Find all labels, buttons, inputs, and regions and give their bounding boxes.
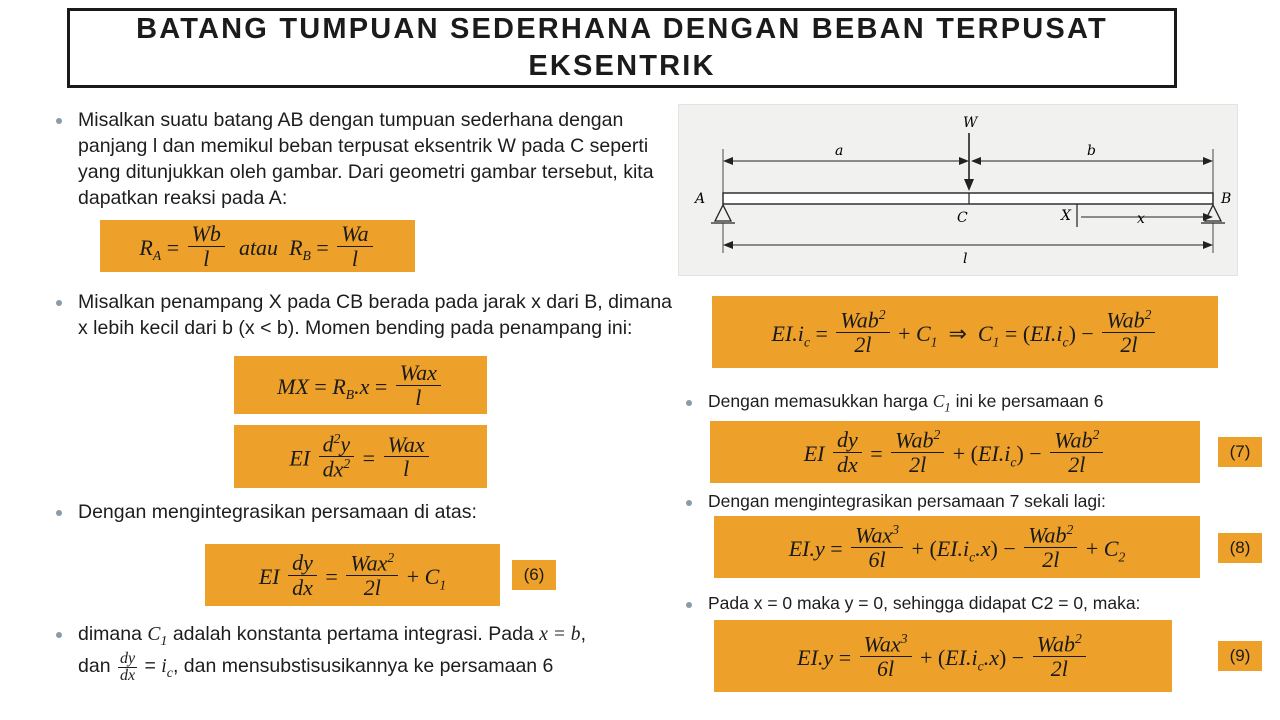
left-bullet-3: Dengan mengintegrasikan persamaan di atas:	[48, 500, 678, 526]
left-bullet-4-text-1: dimana	[78, 623, 148, 645]
left-bullet-4-ic: i	[161, 655, 167, 677]
left-bullet-1: Misalkan suatu batang AB dengan tumpuan sederhana dengan panjang l dan memikul beban terpusat eksentrik W pada C seperti yang ditunjukkan oleh gambar. Dari geometri gambar tersebut, kita dapatkan reaksi pada A:	[48, 108, 663, 212]
formula-eq8-box	[714, 516, 1200, 578]
right-bullet-1-c1: C	[932, 391, 945, 411]
left-bullet-4-text-6: , dan mensubstisusikannya ke persamaan 6	[172, 654, 554, 677]
left-bullet-4-ic-sub: c	[166, 664, 173, 681]
right-bullet-2: Dengan mengintegrasikan persamaan 7 sekali lagi:	[678, 490, 1253, 513]
right-bullet-1-text-1: Dengan memasukkan harga	[708, 391, 933, 411]
diagram-label-b: b	[1087, 143, 1096, 159]
formula-reaction-box	[100, 220, 415, 272]
formula-ic-box	[712, 296, 1218, 368]
diagram-label-l: l	[963, 251, 968, 267]
diagram-label-x: x	[1137, 211, 1145, 227]
formula-ei-d2y-box	[234, 425, 487, 488]
frac-denominator: dx	[119, 667, 136, 685]
formula-moment-box	[234, 356, 487, 414]
left-bullet-4-c1: C	[147, 624, 161, 645]
right-bullet-1-text-2: ini ke persamaan 6	[950, 391, 1104, 411]
formula-ei-dy-box	[205, 544, 500, 606]
formula-eq7-box	[710, 421, 1200, 483]
right-bullet-1-c1-sub: 1	[944, 400, 951, 415]
left-bullet-4-frac	[118, 651, 137, 686]
formula-eq8: EI.y = $\frac{Wax^3}{6l}$ + $(EI.i_c.x)$ − $\frac{Wab^2}{2l}$ + $C_2$	[788, 521, 1126, 572]
equation-number-7: (7)	[1218, 437, 1262, 467]
left-bullet-4-text-4: dan	[78, 654, 116, 677]
page-title: BATANG TUMPUAN SEDERHANA DENGAN BEBAN TERPUSAT EKSENTRIK	[136, 12, 1108, 82]
formula-eq9: EI.y = $\frac{Wax^3}{6l}$ + $(EI.i_c.x)$ − $\frac{Wab^2}{2l}$	[797, 632, 1089, 681]
formula-ei-d2y: EI $\frac{d^2y}{dx^2}$ = $\frac{\text{Wax}}{l}$	[289, 432, 431, 481]
beam-diagram-svg	[679, 105, 1237, 275]
left-bullet-4-text-2: adalah konstanta pertama integrasi. Pada	[167, 623, 540, 645]
diagram-label-X: X	[1061, 208, 1071, 224]
formula-moment: MX = $R_B.x$ = $\frac{\text{Wax}}{l}$	[277, 361, 444, 410]
formula-eq9-box	[714, 620, 1172, 692]
left-bullet-4-c1-sub: 1	[160, 632, 168, 649]
diagram-label-a: a	[835, 143, 844, 159]
left-bullet-2: Misalkan penampang X pada CB berada pada jarak x dari B, dimana x lebih kecil dari b (x < b). Momen bending pada penampang ini:	[48, 290, 678, 342]
left-bullet-4-text-3: ,	[580, 623, 586, 645]
equation-number-9: (9)	[1218, 641, 1262, 671]
diagram-label-C: C	[957, 210, 968, 226]
formula-ei-dy: EI $\frac{dy}{dx}$ = $\frac{Wax^2}{2l}$ + $C_1$	[258, 549, 447, 600]
right-bullet-3: Pada x = 0 maka y = 0, sehingga didapat C2 = 0, maka:	[678, 592, 1253, 615]
beam-diagram	[678, 104, 1238, 276]
equation-number-8: (8)	[1218, 533, 1262, 563]
frac-numerator: dy	[119, 649, 136, 667]
right-bullet-1	[678, 390, 1253, 416]
left-column	[48, 108, 673, 685]
diagram-label-W: W	[963, 115, 978, 131]
formula-reaction: $R_A$ = $\frac{Wb}{l}$ atau $R_B$ = $\frac{Wa}{l}$	[139, 222, 375, 271]
diagram-label-B: B	[1221, 191, 1232, 207]
slide-title-box	[67, 8, 1177, 88]
diagram-label-A: A	[695, 191, 706, 207]
left-bullet-4-text-5: =	[139, 654, 162, 677]
left-bullet-4	[48, 622, 678, 685]
formula-ic: $EI.i_c$ = $\frac{Wab^2}{2l}$ + $C_1$ ⇒ $C_1 = (EI.i_c)$ − $\frac{Wab^2}{2l}$	[772, 308, 1159, 357]
left-bullet-4-xb: x = b	[539, 624, 581, 645]
equation-number-6: (6)	[512, 560, 556, 590]
formula-eq7: EI $\frac{dy}{dx}$ = $\frac{Wab^2}{2l}$ + $(EI.i_c)$ − $\frac{Wab^2}{2l}$	[804, 428, 1107, 477]
